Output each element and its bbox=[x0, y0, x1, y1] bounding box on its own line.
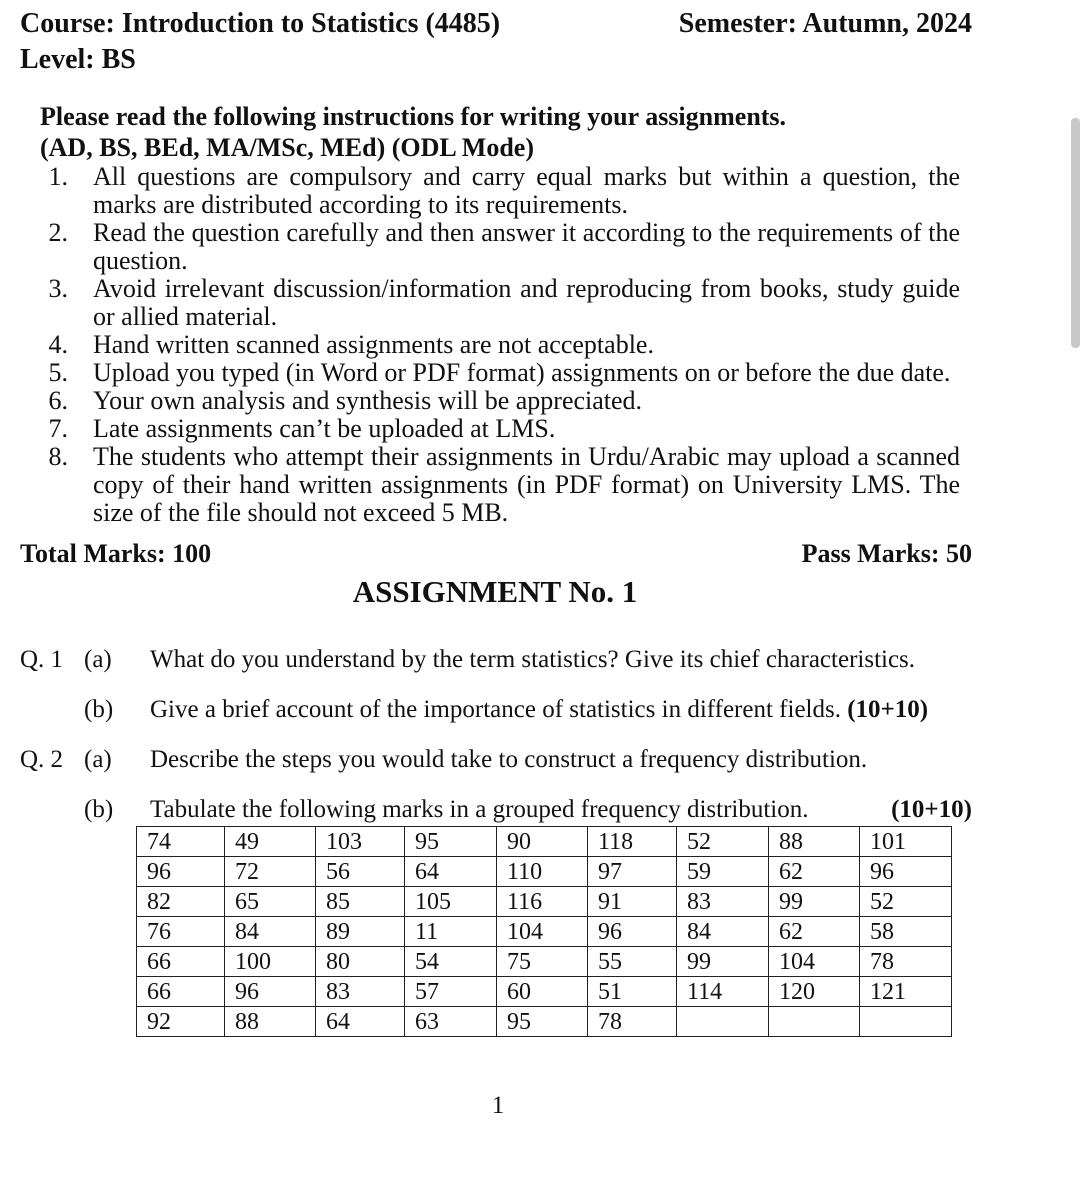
table-cell: 58 bbox=[860, 917, 952, 947]
instruction-item bbox=[40, 219, 960, 275]
table-cell: 55 bbox=[588, 947, 677, 977]
table-cell bbox=[860, 1007, 952, 1037]
table-row bbox=[137, 977, 952, 1007]
table-cell: 56 bbox=[316, 857, 405, 887]
table-cell: 84 bbox=[677, 917, 769, 947]
table-cell: 52 bbox=[677, 827, 769, 857]
instruction-text: Read the question carefully and then answer it according to the requirements of the question. bbox=[93, 218, 960, 275]
table-cell: 62 bbox=[769, 857, 860, 887]
course-level: Level: BS bbox=[20, 44, 136, 75]
question-1b bbox=[20, 693, 972, 727]
course-title: Course: Introduction to Statistics (4485) bbox=[20, 8, 501, 39]
total-marks: Total Marks: 100 bbox=[20, 539, 212, 568]
table-cell: 121 bbox=[860, 977, 952, 1007]
instruction-text: The students who attempt their assignments in Urdu/Arabic may upload a scanned copy of their hand written assignments (in PDF format) on University LMS. The size of the file should not exceed 5 MB. bbox=[93, 442, 960, 527]
instruction-text: All questions are compulsory and carry equal marks but within a question, the marks are distributed according to its requirements. bbox=[93, 162, 960, 219]
table-cell: 91 bbox=[588, 887, 677, 917]
instruction-number: 6. bbox=[48, 386, 68, 415]
instruction-item bbox=[40, 443, 960, 527]
table-cell: 99 bbox=[677, 947, 769, 977]
table-cell: 63 bbox=[405, 1007, 497, 1037]
table-cell: 88 bbox=[769, 827, 860, 857]
table-cell: 78 bbox=[860, 947, 952, 977]
table-cell: 80 bbox=[316, 947, 405, 977]
table-row bbox=[137, 917, 952, 947]
assignment-title: ASSIGNMENT No. 1 bbox=[352, 574, 638, 609]
instruction-number: 1. bbox=[48, 162, 68, 191]
question-part-label: (b) bbox=[84, 796, 114, 823]
table-cell: 96 bbox=[588, 917, 677, 947]
instruction-text: Upload you typed (in Word or PDF format) assignments on or before the due date. bbox=[93, 358, 951, 387]
table-row bbox=[137, 1007, 952, 1037]
table-cell: 95 bbox=[497, 1007, 588, 1037]
instruction-item bbox=[40, 275, 960, 331]
instruction-number: 3. bbox=[48, 274, 68, 303]
question-2b bbox=[20, 793, 972, 827]
table-cell: 72 bbox=[225, 857, 316, 887]
table-cell: 54 bbox=[405, 947, 497, 977]
instruction-text: Late assignments can’t be uploaded at LMS. bbox=[93, 414, 556, 443]
instruction-item bbox=[40, 415, 960, 443]
table-cell: 51 bbox=[588, 977, 677, 1007]
table-cell: 89 bbox=[316, 917, 405, 947]
instructions-list bbox=[40, 163, 960, 527]
table-cell: 101 bbox=[860, 827, 952, 857]
table-cell: 104 bbox=[497, 917, 588, 947]
table-cell: 76 bbox=[137, 917, 225, 947]
instruction-number: 4. bbox=[48, 330, 68, 359]
table-row bbox=[137, 827, 952, 857]
marks-data-table bbox=[136, 826, 952, 1037]
vertical-scrollbar[interactable] bbox=[1071, 118, 1080, 348]
semester-label: Semester: Autumn, 2024 bbox=[678, 8, 972, 39]
instruction-item bbox=[40, 163, 960, 219]
table-cell: 95 bbox=[405, 827, 497, 857]
table-cell: 64 bbox=[405, 857, 497, 887]
question-text: What do you understand by the term statistics? Give its chief characteristics. bbox=[150, 646, 916, 673]
table-cell: 96 bbox=[137, 857, 225, 887]
table-cell: 100 bbox=[225, 947, 316, 977]
instruction-text: Your own analysis and synthesis will be appreciated. bbox=[93, 386, 643, 415]
instruction-item bbox=[40, 331, 960, 359]
instruction-text: Avoid irrelevant discussion/information and reproducing from books, study guide or allied material. bbox=[93, 274, 960, 331]
instructions-section bbox=[40, 101, 960, 527]
table-cell: 85 bbox=[316, 887, 405, 917]
table-cell: 110 bbox=[497, 857, 588, 887]
instruction-item bbox=[40, 387, 960, 415]
table-cell: 52 bbox=[860, 887, 952, 917]
table-row bbox=[137, 887, 952, 917]
table-cell: 82 bbox=[137, 887, 225, 917]
table-cell: 66 bbox=[137, 977, 225, 1007]
question-part-label: (a) bbox=[84, 746, 112, 773]
instructions-title: Please read the following instructions for writing your assignments. bbox=[40, 102, 787, 131]
table-cell: 11 bbox=[405, 917, 497, 947]
table-cell: 105 bbox=[405, 887, 497, 917]
page-number: 1 bbox=[491, 1092, 505, 1119]
table-row bbox=[137, 947, 952, 977]
table-cell: 78 bbox=[588, 1007, 677, 1037]
table-cell: 74 bbox=[137, 827, 225, 857]
table-cell: 66 bbox=[137, 947, 225, 977]
instruction-number: 5. bbox=[48, 358, 68, 387]
pass-marks: Pass Marks: 50 bbox=[801, 539, 972, 568]
instruction-item bbox=[40, 359, 960, 387]
table-cell: 96 bbox=[225, 977, 316, 1007]
table-cell: 103 bbox=[316, 827, 405, 857]
course-header bbox=[20, 6, 500, 78]
instruction-number: 2. bbox=[48, 218, 68, 247]
question-number: Q. 1 bbox=[20, 646, 64, 673]
question-2a bbox=[20, 743, 972, 777]
table-cell: 60 bbox=[497, 977, 588, 1007]
question-part-label: (b) bbox=[84, 696, 114, 723]
question-marks: (10+10) bbox=[891, 796, 972, 823]
table-row bbox=[137, 857, 952, 887]
table-cell: 49 bbox=[225, 827, 316, 857]
table-cell: 65 bbox=[225, 887, 316, 917]
table-cell bbox=[677, 1007, 769, 1037]
question-text: Tabulate the following marks in a grouped frequency distribution. bbox=[150, 796, 809, 823]
table-cell: 120 bbox=[769, 977, 860, 1007]
table-cell: 88 bbox=[225, 1007, 316, 1037]
question-marks: (10+10) bbox=[847, 696, 929, 723]
table-cell: 62 bbox=[769, 917, 860, 947]
table-cell: 96 bbox=[860, 857, 952, 887]
instruction-number: 7. bbox=[48, 414, 68, 443]
table-cell bbox=[769, 1007, 860, 1037]
question-text bbox=[150, 693, 972, 727]
table-cell: 64 bbox=[316, 1007, 405, 1037]
instruction-text: Hand written scanned assignments are not acceptable. bbox=[93, 330, 654, 359]
table-cell: 92 bbox=[137, 1007, 225, 1037]
question-part-label: (a) bbox=[84, 646, 112, 673]
table-cell: 83 bbox=[316, 977, 405, 1007]
question-text: Describe the steps you would take to construct a frequency distribution. bbox=[150, 746, 868, 773]
table-cell: 90 bbox=[497, 827, 588, 857]
table-cell: 104 bbox=[769, 947, 860, 977]
table-cell: 116 bbox=[497, 887, 588, 917]
table-cell: 99 bbox=[769, 887, 860, 917]
question-1a bbox=[20, 643, 972, 677]
instruction-number: 8. bbox=[48, 442, 68, 471]
marks-table-body bbox=[137, 827, 952, 1037]
table-cell: 83 bbox=[677, 887, 769, 917]
question-text-body: Give a brief account of the importance of statistics in different fields. bbox=[150, 696, 841, 723]
question-number: Q. 2 bbox=[20, 746, 64, 773]
instructions-programs: (AD, BS, BEd, MA/MSc, MEd) (ODL Mode) bbox=[40, 133, 534, 162]
table-cell: 84 bbox=[225, 917, 316, 947]
table-cell: 118 bbox=[588, 827, 677, 857]
table-cell: 57 bbox=[405, 977, 497, 1007]
table-cell: 75 bbox=[497, 947, 588, 977]
table-cell: 97 bbox=[588, 857, 677, 887]
table-cell: 59 bbox=[677, 857, 769, 887]
table-cell: 114 bbox=[677, 977, 769, 1007]
